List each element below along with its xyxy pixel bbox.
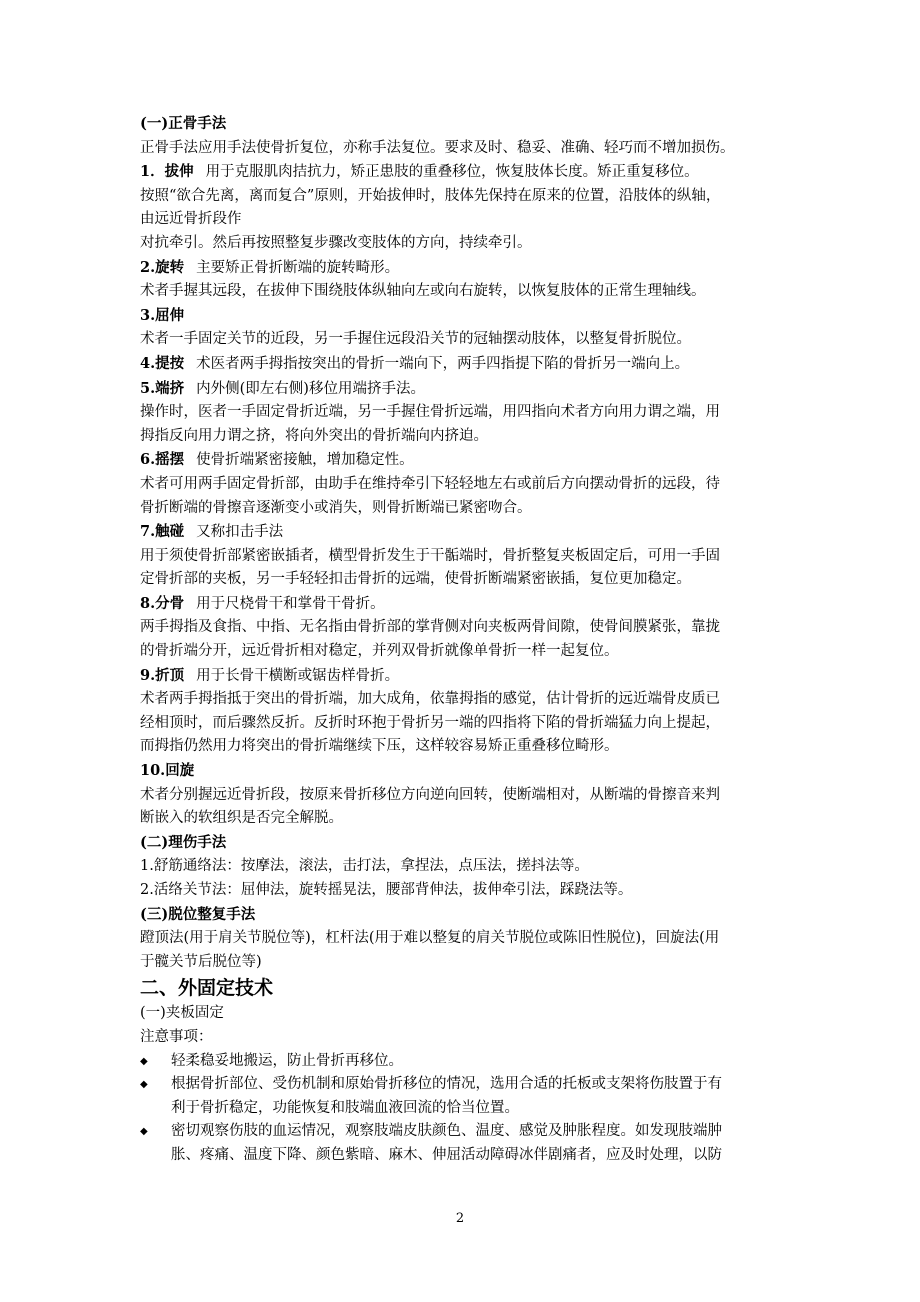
text-line xyxy=(140,137,785,161)
bold-heading: 6.摇摆 xyxy=(140,451,185,469)
line-text: 术者一手固定关节的近段，另一手握住远段沿关节的冠轴摆动肢体，以整复骨折脱位。 xyxy=(140,331,691,348)
bold-heading: 8.分骨 xyxy=(140,594,185,612)
heading-line xyxy=(140,377,785,402)
heading-line xyxy=(140,448,785,473)
line-text: 断嵌入的软组织是否完全解脱。 xyxy=(140,810,343,827)
line-text: 而拇指仍然用力将突出的骨折端继续下压，这样较容易矫正重叠移位畸形。 xyxy=(140,738,619,755)
text-line xyxy=(140,807,785,831)
bold-heading: 2.旋转 xyxy=(140,258,185,276)
bold-heading: 4.提按 xyxy=(140,354,185,372)
text-line xyxy=(140,328,785,352)
text-line xyxy=(140,879,785,903)
bold-heading: 1．拔伸 xyxy=(140,163,194,181)
note-item xyxy=(140,1050,785,1074)
line-text: 定骨折部的夹板，另一手轻轻扣击骨折的远端，使骨折断端紧密嵌插，复位更加稳定。 xyxy=(140,571,691,588)
line-text: 用于克服肌肉拮抗力，矫正患肢的重叠移位，恢复肢体长度。矫正重复移位。 xyxy=(205,164,699,181)
text-line xyxy=(140,232,785,256)
line-text: 用于长骨干横断或锯齿样骨折。 xyxy=(196,667,400,684)
manipulation-methods-section xyxy=(140,112,785,974)
heading-line xyxy=(140,160,785,185)
diamond-bullet-icon: ◆ xyxy=(140,1079,148,1091)
document-page xyxy=(140,112,785,1168)
note-text: 根据骨折部位、受伤机制和原始骨折移位的情况，选用合适的托板或支架将伤肢置于有 xyxy=(171,1076,722,1093)
bold-heading: 9.折顶 xyxy=(140,666,185,684)
line-text: 拇指反向用力谓之挤，将向外突出的骨折端向内挤迫。 xyxy=(140,427,488,444)
heading-line xyxy=(140,664,785,689)
bold-heading: (三)脱位整复手法 xyxy=(140,905,256,923)
line-text: 使骨折端紧密接触，增加稳定性。 xyxy=(196,452,414,469)
line-text: 术医者两手拇指按突出的骨折一端向下，两手四指提下陷的骨折另一端向上。 xyxy=(196,355,690,372)
bold-heading: 3.屈伸 xyxy=(140,306,185,324)
line-text: 术者两手拇指抵于突出的骨折端，加大成角，依靠拇指的感觉，估计骨折的远近端骨皮质已 xyxy=(140,691,720,708)
line-text: 操作时，医者一手固定骨折近端，另一手握住骨折远端，用四指向术者方向用力谓之端，用 xyxy=(140,404,720,421)
text-line xyxy=(140,784,785,808)
line-text: 1.舒筋通络法：按摩法，滚法，击打法，拿捏法，点压法，搓抖法等。 xyxy=(140,858,589,875)
line-text: 主要矫正骨折断端的旋转畸形。 xyxy=(196,259,400,276)
text-line xyxy=(140,425,785,449)
text-line xyxy=(140,545,785,569)
bold-heading: 5.端挤 xyxy=(140,379,185,397)
text-line xyxy=(140,688,785,712)
line-text: 内外侧(即左右侧)移位用端挤手法。 xyxy=(196,380,425,397)
line-text: 于髋关节后脱位等) xyxy=(140,953,262,970)
line-text: 用于尺桡骨干和掌骨干骨折。 xyxy=(196,595,385,612)
heading-line xyxy=(140,304,785,329)
diamond-bullet-icon: ◆ xyxy=(140,1126,148,1138)
notes-label: 注意事项： xyxy=(140,1028,213,1045)
line-text: 又称扣击手法 xyxy=(196,524,284,541)
heading-line xyxy=(140,831,785,856)
text-line xyxy=(140,616,785,640)
text-line xyxy=(140,951,785,975)
text-line xyxy=(140,640,785,664)
line-text: 术者手握其远段，在拔伸下围绕肢体纵轴向左或向右旋转，以恢复肢体的正常生理轴线。 xyxy=(140,283,706,300)
line-text: 蹬顶法(用于肩关节脱位等)，杠杆法(用于难以整复的肩关节脱位或陈旧性脱位)，回旋法(用 xyxy=(140,930,720,947)
line-text: 骨折断端的骨擦音逐渐变小或消失，则骨折断端已紧密吻合。 xyxy=(140,499,532,516)
line-text: 对抗牵引。然后再按照整复步骤改变肢体的方向，持续牵引。 xyxy=(140,234,532,251)
note-item xyxy=(140,1120,785,1167)
heading-line xyxy=(140,112,785,137)
line-text: 两手拇指及食指、中指、无名指由骨折部的掌背侧对向夹板两骨间隙，使骨间膜紧张，靠拢 xyxy=(140,619,720,636)
line-text: 用于须使骨折部紧密嵌插者，横型骨折发生于干骺端时，骨折整复夹板固定后，可用一手固 xyxy=(140,547,720,564)
note-text: 轻柔稳妥地搬运，防止骨折再移位。 xyxy=(171,1052,403,1069)
diamond-bullet-icon: ◆ xyxy=(140,1055,148,1067)
heading-line xyxy=(140,592,785,617)
line-text: 经相顶时，而后骤然反折。反折时环抱于骨折另一端的四指将下陷的骨折端猛力向上提起， xyxy=(140,714,720,731)
subsection-title: (一)夹板固定 xyxy=(140,1005,224,1022)
line-text: 术者可用两手固定骨折部，由助手在维持牵引下轻轻地左右或前后方向摆动骨折的远段，待 xyxy=(140,475,720,492)
section-heading: 二、外固定技术 xyxy=(140,977,274,1000)
text-line xyxy=(140,280,785,304)
heading-line xyxy=(140,256,785,281)
heading-line xyxy=(140,903,785,928)
note-text: 胀、疼痛、温度下降、颜色紫暗、麻木、伸屈活动障碍冰伴剧痛者，应及时处理，以防 xyxy=(171,1146,722,1163)
line-text: 按照“欲合先离，离而复合”原则，开始拔伸时，肢体先保持在原来的位置，沿肢体的纵轴， xyxy=(140,187,721,204)
text-line xyxy=(140,473,785,497)
page-number: 2 xyxy=(455,1211,465,1226)
bold-heading: (一)正骨手法 xyxy=(140,115,227,132)
note-text: 利于骨折稳定，功能恢复和肢端血液回流的恰当位置。 xyxy=(171,1099,519,1116)
line-text: 术者分别握远近骨折段，按原来骨折移位方向逆向回转，使断端相对，从断端的骨擦音来判 xyxy=(140,786,720,803)
text-line xyxy=(140,208,785,232)
text-line xyxy=(140,735,785,759)
line-text: 正骨手法应用手法使骨折复位，亦称手法复位。要求及时、稳妥、准确、轻巧而不增加损伤。 xyxy=(140,139,735,156)
bold-heading: 7.触碰 xyxy=(140,523,185,541)
line-text: 的骨折端分开，远近骨折相对稳定，并列双骨折就像单骨折一样一起复位。 xyxy=(140,643,619,660)
line-text: 由远近骨折段作 xyxy=(140,211,242,228)
text-line xyxy=(140,185,785,209)
text-line xyxy=(140,497,785,521)
text-line xyxy=(140,568,785,592)
heading-line xyxy=(140,352,785,377)
text-line xyxy=(140,855,785,879)
bold-heading: 10.回旋 xyxy=(140,762,195,780)
heading-line xyxy=(140,520,785,545)
note-text: 密切观察伤肢的血运情况，观察肢端皮肤颜色、温度、感觉及肿胀程度。如发现肢端肿 xyxy=(171,1123,722,1140)
text-line xyxy=(140,401,785,425)
note-item xyxy=(140,1073,785,1120)
line-text: 2.活络关节法：屈伸法，旋转摇晃法，腰部背伸法，拔伸牵引法，踩跷法等。 xyxy=(140,882,633,898)
bold-heading: (二)理伤手法 xyxy=(140,833,227,851)
notes-list xyxy=(140,1050,785,1168)
heading-line xyxy=(140,759,785,784)
text-line xyxy=(140,927,785,951)
text-line xyxy=(140,712,785,736)
